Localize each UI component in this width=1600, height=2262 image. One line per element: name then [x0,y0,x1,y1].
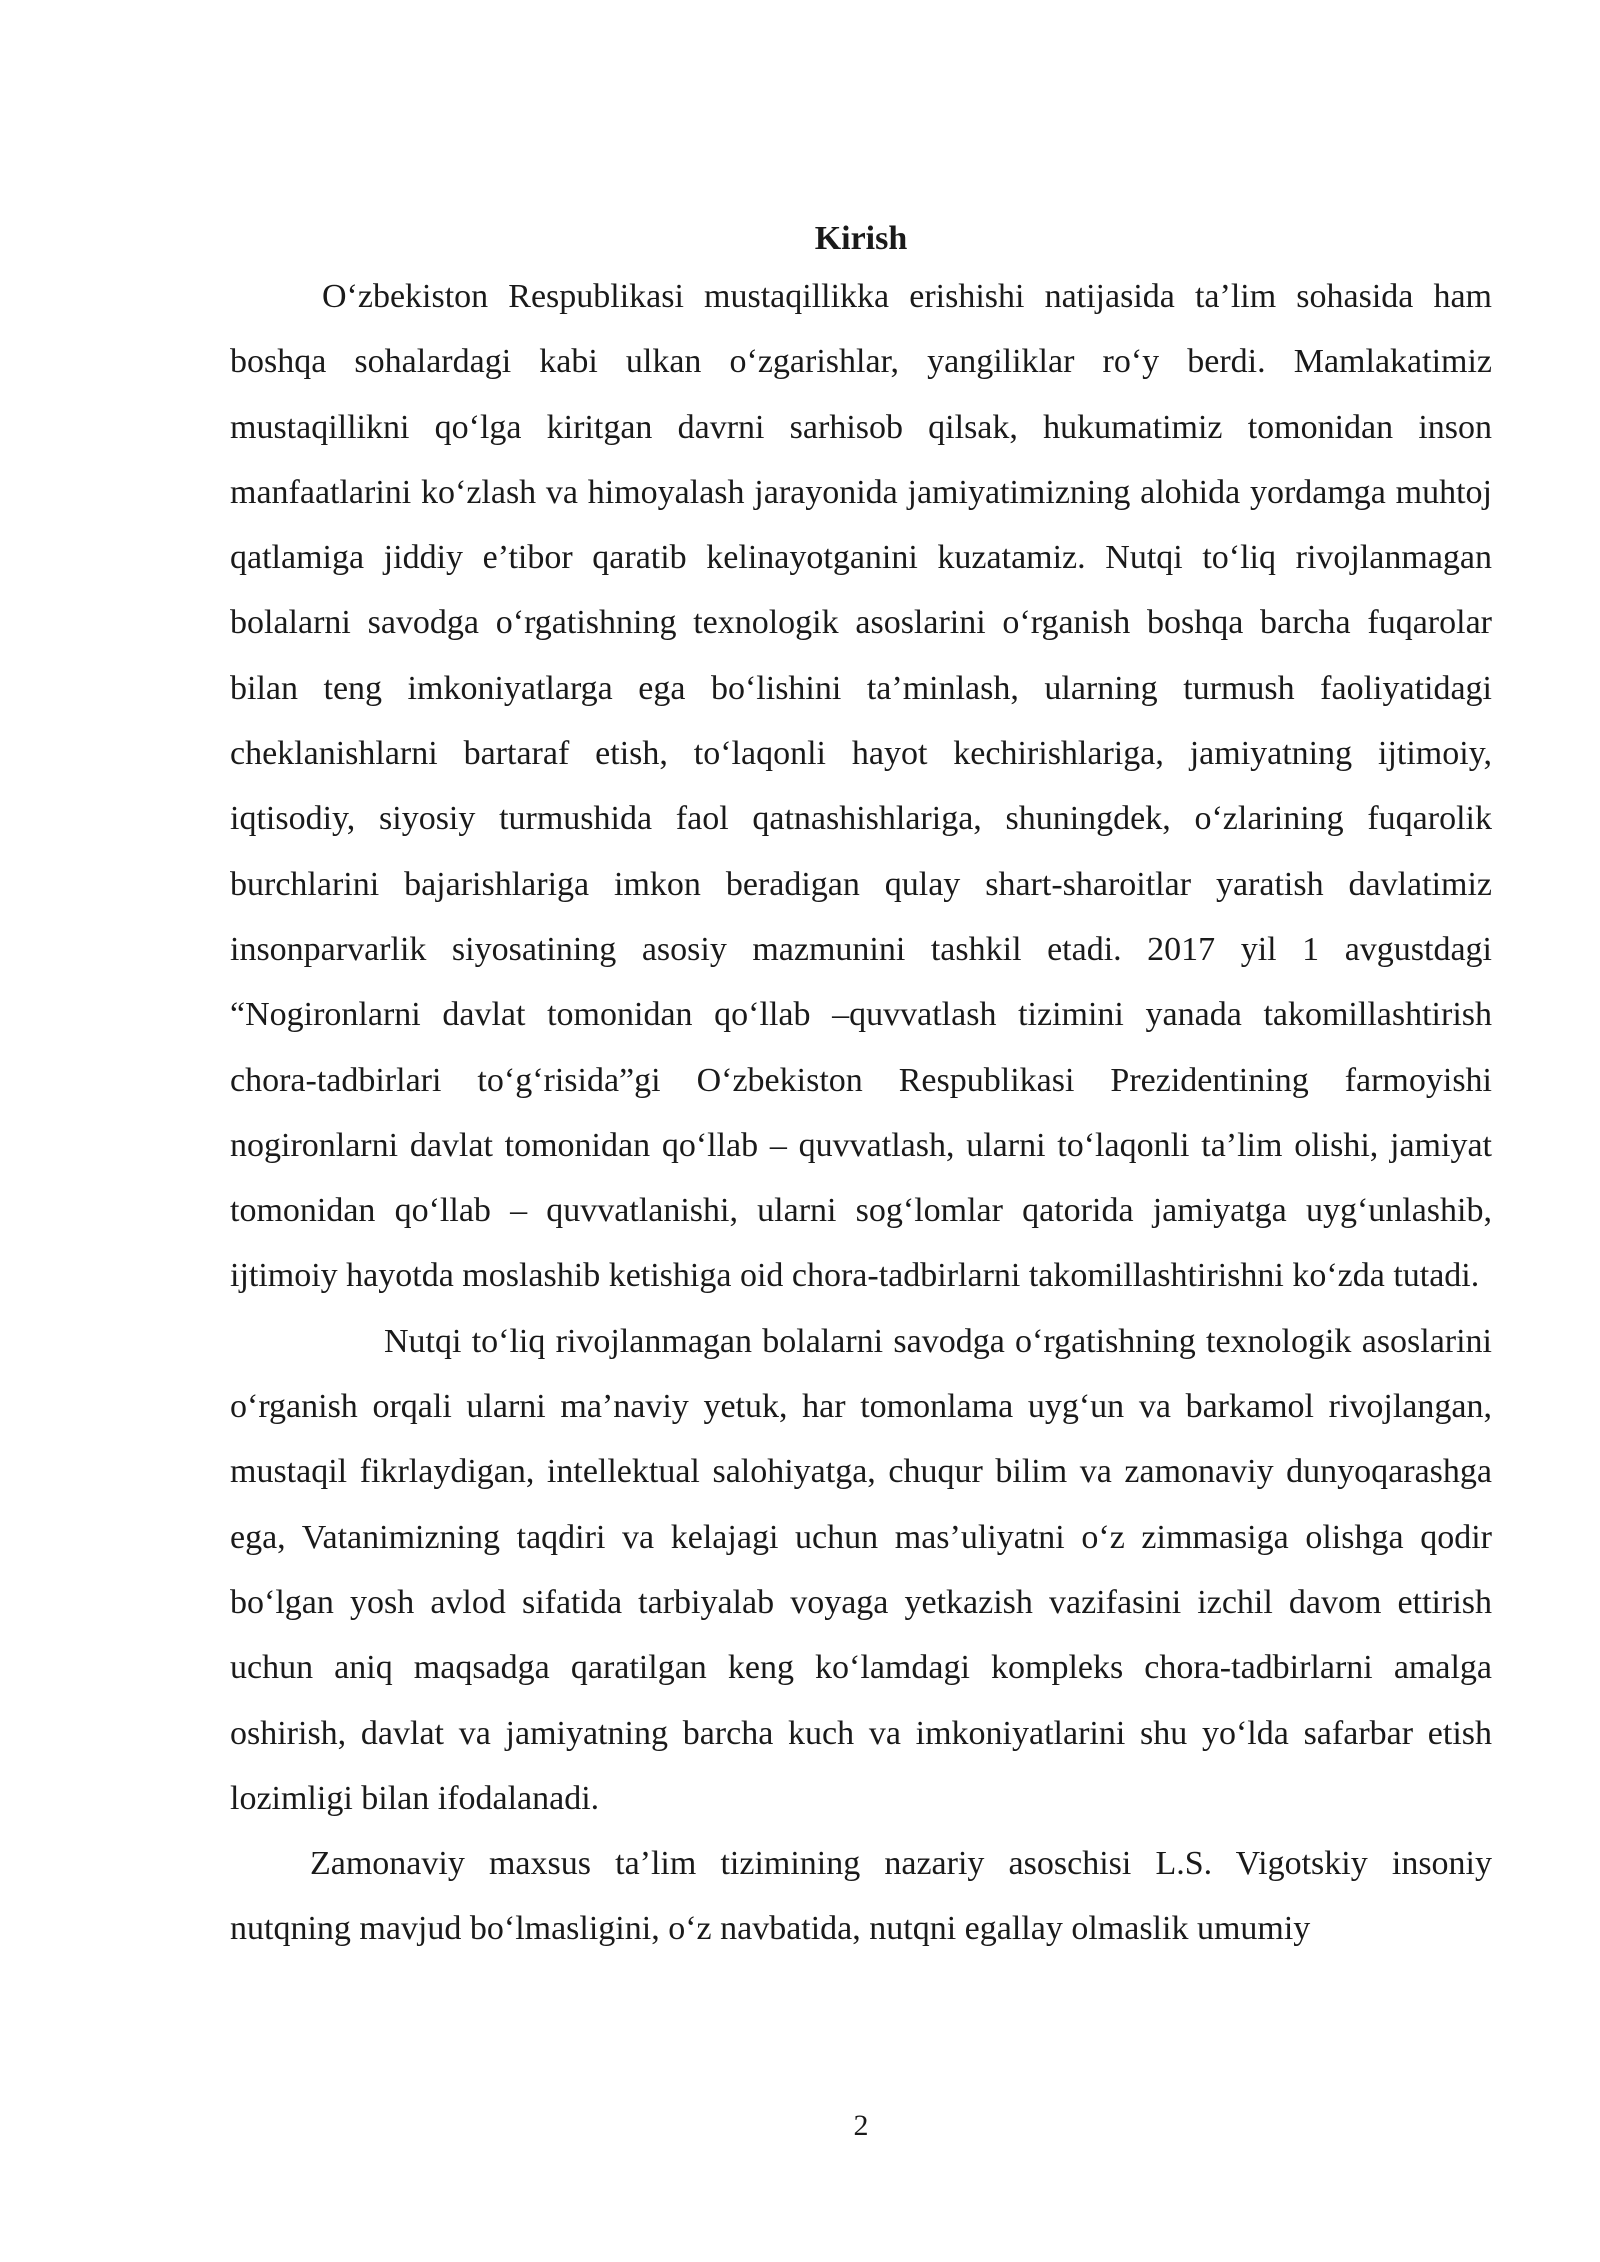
page-title: Kirish [814,220,908,257]
document-body [230,214,1492,1962]
page-number: 2 [853,2109,869,2142]
paragraph-1: O‘zbekiston Respublikasi mustaqillikka erishishi natijasida ta’lim sohasida ham boshqa sohalardagi kabi ulkan o‘zgarishlar, yangiliklar ro‘y berdi. Mamlakatimiz mustaqillikni qo‘lga kiritgan davrni sarhisob qilsak, hukumatimiz tomonidan inson manfaatlarini ko‘zlash va himoyalash jarayonida jamiyatimizning alohida yordamga muhtoj qatlamiga jiddiy e’tibor qaratib kelinayotganini kuzatamiz. Nutqi to‘liq rivojlanmagan bolalarni savodga o‘rgatishning texnologik asoslarini o‘rganish boshqa barcha fuqarolar bilan teng imkoniyatlarga ega bo‘lishini ta’minlash, ularning turmush faoliyatidagi cheklanishlarni bartaraf etish, to‘laqonli hayot kechirishlariga, jamiyatning ijtimoiy, iqtisodiy, siyosiy turmushida faol qatnashishlariga, shuningdek, o‘zlarining fuqarolik burchlarini bajarishlariga imkon beradigan qulay shart-sharoitlar yaratish davlatimiz insonparvarlik siyosatining asosiy mazmunini tashkil etadi. 2017 yil 1 avgustdagi “Nogironlarni davlat tomonidan qo‘llab –quvvatlash tizimini yanada takomillashtirish chora-tadbirlari to‘g‘risida”gi O‘zbekiston Respublikasi Prezidentining farmoyishi nogironlarni davlat tomonidan qo‘llab – quvvatlash, ularni to‘laqonli ta’lim olishi, jamiyat tomonidan qo‘llab – quvvatlanishi, ularni sog‘lomlar qatorida jamiyatga uyg‘unlashib, ijtimoiy hayotda moslashib ketishiga oid chora-tadbirlarni takomillashtirishni ko‘zda tutadi. [230,278,1492,1295]
paragraph-2: Nutqi to‘liq rivojlanmagan bolalarni savodga o‘rgatishning texnologik asoslarini o‘rganish orqali ularni ma’naviy yetuk, har tomonlama uyg‘un va barkamol rivojlangan, mustaqil fikrlaydigan, intellektual salohiyatga, chuqur bilim va zamonaviy dunyoqarashga ega, Vatanimizning taqdiri va kelajagi uchun mas’uliyatni o‘z zimmasiga olishga qodir bo‘lgan yosh avlod sifatida tarbiyalab voyaga yetkazish vazifasini izchil davom ettirish uchun aniq maqsadga qaratilgan keng ko‘lamdagi kompleks chora-tadbirlarni amalga oshirish, davlat va jamiyatning barcha kuch va imkoniyatlarini shu yo‘lda safarbar etish lozimligi bilan ifodalanadi. [230,1322,1492,1817]
paragraph-3: Zamonaviy maxsus ta’lim tizimining nazariy asoschisi L.S. Vigotskiy insoniy nutqning mavjud bo‘lmasligini, o‘z navbatida, nutqni egallay olmaslik umumiy [230,1845,1492,1948]
